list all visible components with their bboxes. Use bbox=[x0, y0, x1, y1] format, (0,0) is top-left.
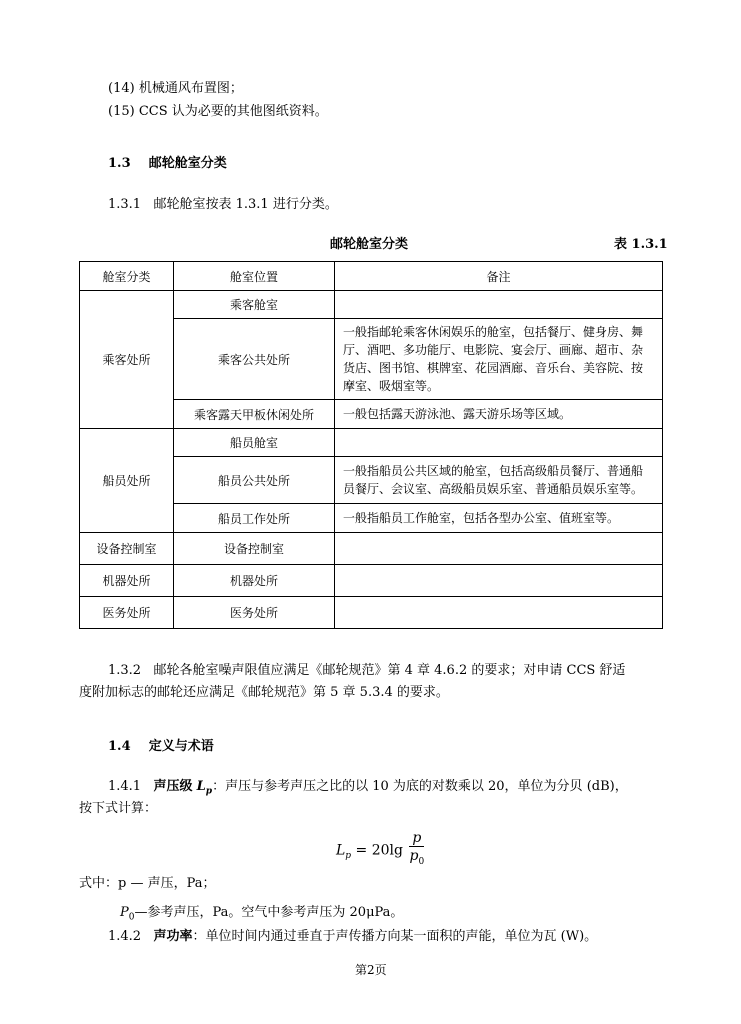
formula-lhs-sub: p bbox=[345, 851, 352, 862]
paragraph-1-3-1 bbox=[108, 193, 338, 212]
section-title: 邮轮舱室分类 bbox=[148, 156, 227, 171]
note-cell bbox=[335, 565, 663, 597]
cabin-classification-table bbox=[79, 261, 663, 629]
location-cell: 设备控制室 bbox=[174, 533, 335, 565]
where-item2-text: —参考声压，Pa。空气中参考声压为 20μPa。 bbox=[134, 905, 404, 920]
term-symbol: L bbox=[196, 779, 206, 794]
note-cell: 一般指邮轮乘客休闲娱乐的舱室，包括餐厅、健身房、舞厅、酒吧、多功能厅、电影院、宴会厅、画廊、超市、杂货店、图书馆、棋牌室、花园酒廊、音乐台、美容院、按摩室、吸烟室等。 bbox=[335, 319, 663, 400]
list-item-15: (15) CCS 认为必要的其他图纸资料。 bbox=[108, 104, 328, 119]
formula-denominator: p bbox=[409, 848, 419, 864]
formula-lhs: L bbox=[336, 842, 346, 859]
where-item1: p — 声压，Pa； bbox=[118, 876, 216, 891]
section-heading-1-3 bbox=[108, 152, 227, 171]
table-row bbox=[80, 429, 663, 457]
section-title: 定义与术语 bbox=[148, 739, 214, 754]
table-label: 表 1.3.1 bbox=[614, 237, 668, 252]
note-cell: 一般指船员工作舱室，包括各型办公室、值班室等。 bbox=[335, 504, 663, 533]
paragraph-text: ：声压与参考声压之比的以 10 为底的对数乘以 20，单位为分贝 (dB)， bbox=[212, 779, 628, 794]
paragraph-1-4-1-line2: 按下式计算： bbox=[79, 801, 158, 816]
formula-fraction bbox=[409, 830, 424, 871]
section-number: 1.4 bbox=[108, 739, 131, 754]
formula-numerator: p bbox=[409, 830, 424, 847]
where-item2-symbol: P bbox=[120, 905, 129, 920]
paragraph-number: 1.3.2 bbox=[108, 663, 142, 678]
page-number: 第2页 bbox=[355, 963, 387, 977]
formula-where-line2 bbox=[120, 901, 403, 923]
note-cell: 一般包括露天游泳池、露天游乐场等区域。 bbox=[335, 400, 663, 429]
term: 声功率 bbox=[153, 929, 193, 944]
term: 声压级 bbox=[153, 779, 193, 794]
table-header-row bbox=[80, 262, 663, 291]
section-heading-1-4 bbox=[108, 735, 214, 754]
note-cell bbox=[335, 429, 663, 457]
paragraph-1-3-2-line1 bbox=[108, 659, 625, 678]
header-note: 备注 bbox=[335, 262, 663, 291]
formula-denominator-sub: 0 bbox=[418, 856, 425, 867]
term-symbol-sub: p bbox=[205, 786, 213, 797]
note-cell bbox=[335, 291, 663, 319]
where-item2-sub: 0 bbox=[128, 912, 135, 923]
formula-eq: = 20lg bbox=[351, 842, 403, 859]
paragraph-text: 邮轮舱室按表 1.3.1 进行分类。 bbox=[153, 197, 338, 212]
paragraph-number: 1.4.1 bbox=[108, 779, 142, 794]
list-item-14: (14) 机械通风布置图； bbox=[108, 81, 243, 96]
location-cell: 船员公共处所 bbox=[174, 457, 335, 504]
paragraph-number: 1.4.2 bbox=[108, 929, 142, 944]
category-cell: 船员处所 bbox=[80, 429, 174, 533]
location-cell: 机器处所 bbox=[174, 565, 335, 597]
paragraph-text: ：单位时间内通过垂直于声传播方向某一面积的声能，单位为瓦 (W)。 bbox=[192, 929, 598, 944]
location-cell: 医务处所 bbox=[174, 597, 335, 629]
location-cell: 乘客公共处所 bbox=[174, 319, 335, 400]
category-cell: 医务处所 bbox=[80, 597, 174, 629]
category-cell: 机器处所 bbox=[80, 565, 174, 597]
table-row bbox=[80, 597, 663, 629]
table-row bbox=[80, 533, 663, 565]
table-row bbox=[80, 291, 663, 319]
section-number: 1.3 bbox=[108, 156, 131, 171]
header-location: 舱室位置 bbox=[174, 262, 335, 291]
paragraph-1-4-1-line1 bbox=[108, 775, 628, 797]
note-cell bbox=[335, 533, 663, 565]
where-intro: 式中： bbox=[79, 876, 119, 891]
formula-where-line1 bbox=[79, 872, 216, 891]
location-cell: 乘客舱室 bbox=[174, 291, 335, 319]
header-category: 舱室分类 bbox=[80, 262, 174, 291]
location-cell: 船员舱室 bbox=[174, 429, 335, 457]
note-cell: 一般指船员公共区域的舱室，包括高级船员餐厅、普通船员餐厅、会议室、高级船员娱乐室、普通船员娱乐室等。 bbox=[335, 457, 663, 504]
paragraph-text: 邮轮各舱室噪声限值应满足《邮轮规范》第 4 章 4.6.2 的要求；对申请 CCS 舒适 bbox=[153, 663, 626, 678]
paragraph-number: 1.3.1 bbox=[108, 197, 142, 212]
category-cell: 设备控制室 bbox=[80, 533, 174, 565]
table-caption: 邮轮舱室分类 bbox=[330, 237, 409, 252]
sound-pressure-formula bbox=[336, 830, 424, 871]
paragraph-1-3-2-line2: 度附加标志的邮轮还应满足《邮轮规范》第 5 章 5.3.4 的要求。 bbox=[79, 685, 449, 700]
location-cell: 乘客露天甲板休闲处所 bbox=[174, 400, 335, 429]
paragraph-1-4-2 bbox=[108, 925, 597, 944]
note-cell bbox=[335, 597, 663, 629]
location-cell: 船员工作处所 bbox=[174, 504, 335, 533]
category-cell: 乘客处所 bbox=[80, 291, 174, 429]
table-row bbox=[80, 565, 663, 597]
